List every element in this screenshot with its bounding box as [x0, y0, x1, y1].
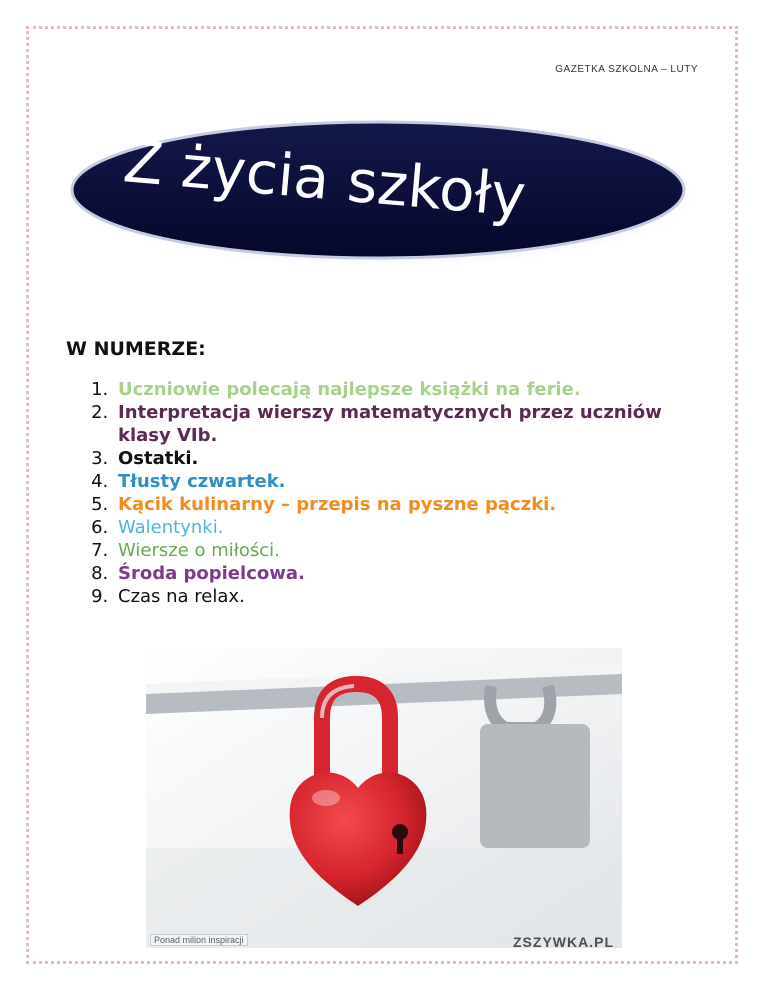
masthead — [62, 110, 698, 270]
contents-heading: W NUMERZE: — [66, 338, 206, 360]
contents-item-text: Czas na relax. — [118, 586, 245, 607]
photo-caption-left: Ponad milion inspiracji — [150, 934, 248, 946]
contents-item-text: Środa popielcowa. — [118, 563, 305, 584]
contents-item-text: Ostatki. — [118, 448, 199, 469]
contents-item — [114, 447, 694, 470]
contents-item-text: Interpretacja wierszy matematycznych przez uczniów klasy VIb. — [118, 402, 662, 446]
contents-item — [114, 539, 694, 562]
contents-item — [114, 585, 694, 608]
contents-item — [114, 378, 694, 401]
masthead-title: Z życia szkoły — [120, 127, 529, 231]
masthead-ellipse — [62, 110, 698, 270]
contents-list — [70, 378, 694, 608]
padlock-image — [146, 648, 622, 948]
contents-item — [114, 470, 694, 493]
padlock-photo — [146, 648, 622, 948]
running-head: GAZETKA SZKOLNA – LUTY — [555, 64, 698, 75]
contents-item-text: Kącik kulinarny – przepis na pyszne pączki. — [118, 494, 557, 515]
contents-item-text: Walentynki. — [118, 517, 224, 538]
contents-item — [114, 493, 694, 516]
contents-item — [114, 562, 694, 585]
contents-item-text: Wiersze o miłości. — [118, 540, 280, 561]
photo-caption-right: ZSZYWKA.PL — [513, 934, 614, 948]
contents-item-text: Tłusty czwartek. — [118, 471, 286, 492]
contents-item — [114, 516, 694, 539]
contents-item-text: Uczniowie polecają najlepsze książki na ferie. — [118, 379, 581, 400]
contents-item — [114, 401, 694, 447]
